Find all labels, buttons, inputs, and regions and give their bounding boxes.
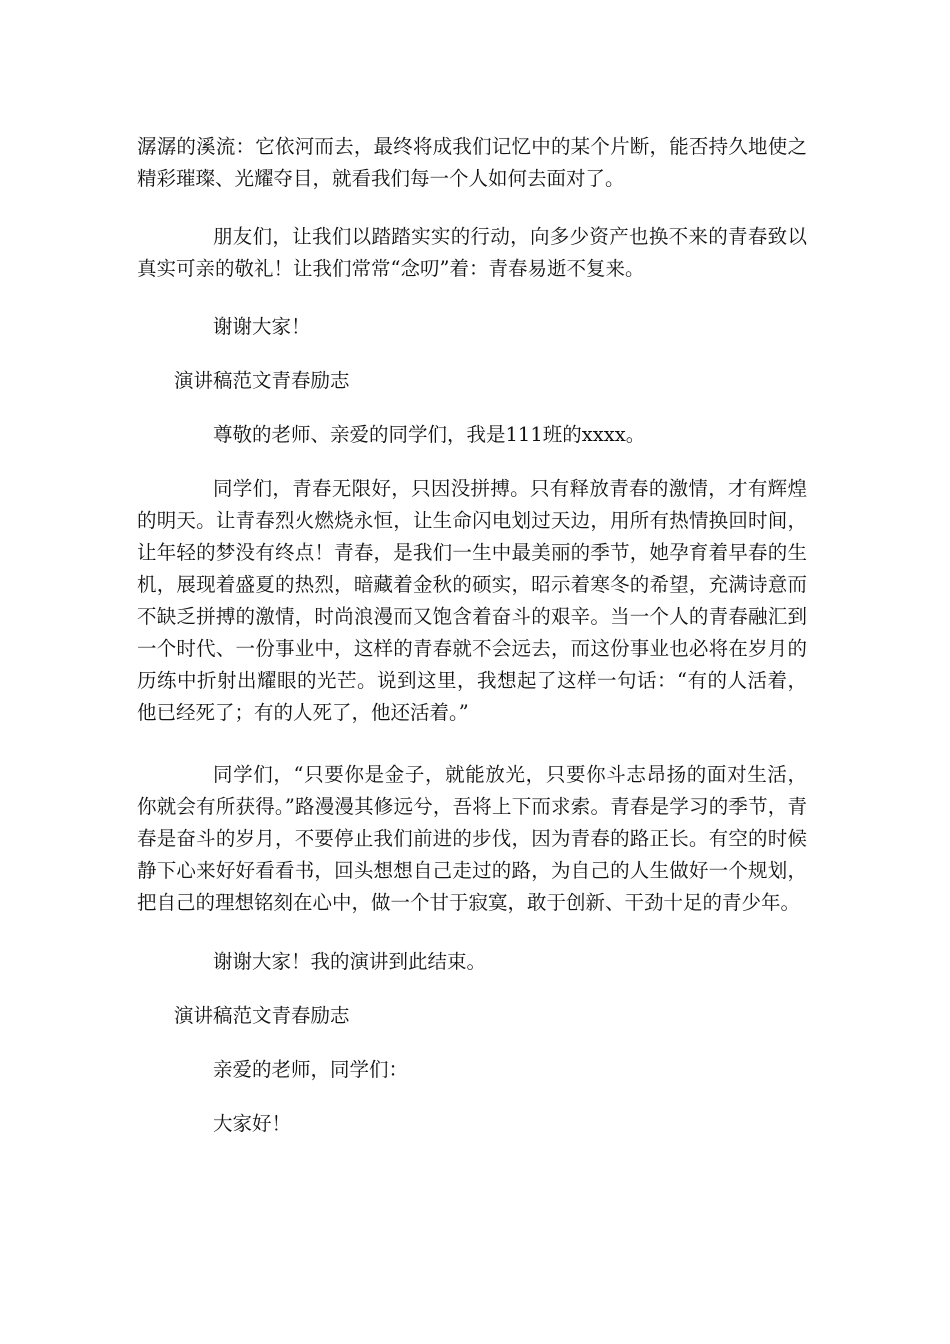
paragraph-friends-call: 朋友们，让我们以踏踏实实的行动，向多少资产也换不来的青春致以真实可亲的敬礼！让我们常常“念叨”着：青春易逝不复来。 <box>137 225 807 280</box>
paragraph-dear-teachers: 亲爱的老师，同学们： <box>213 1058 409 1081</box>
paragraph-youth-infinite: 同学们，青春无限好，只因没拼搏。只有释放青春的激情，才有辉煌的明天。让青春烈火燃烧永恒，让生命闪电划过天边，用所有热情换回时间，让年轻的梦没有终点！青春，是我们一生中最美丽的季节，她孕育着早春的生机，展现着盛夏的热烈，暗藏着金秋的硕实，昭示着寒冬的希望，充满诗意而不缺乏拼搏的激情，时尚浪漫而又饱含着奋斗的艰辛。当一个人的青春融汇到一个时代、一份事业中，这样的青春就不会远去，而这份事业也必将在岁月的历练中折射出耀眼的光芒。说到这里，我想起了这样一句话：“有的人活着，他已经死了；有的人死了，他还活着。” <box>137 477 807 724</box>
paragraph-thanks-2: 谢谢大家！我的演讲到此结束。 <box>213 950 487 973</box>
paragraph-gold-shine: 同学们，“只要你是金子，就能放光，只要你斗志昂扬的面对生活，你就会有所获得。”路漫漫其修远兮，吾将上下而求索。青春是学习的季节，青春是奋斗的岁月，不要停止我们前进的步伐，因为青春的路正长。有空的时候静下心来好好看看书，回头想想自己走过的路，为自己的人生做好一个规划，把自己的理想铭刻在心中，做一个甘于寂寞，敢于创新、干劲十足的青少年。 <box>137 763 807 914</box>
paragraph-greeting-teachers: 尊敬的老师、亲爱的同学们，我是111班的xxxx。 <box>213 423 646 446</box>
paragraph-stream-continuation: 潺潺的溪流：它依河而去，最终将成我们记忆中的某个片断，能否持久地使之精彩璀璨、光耀夺目，就看我们每一个人如何去面对了。 <box>137 135 807 190</box>
paragraph-hello-all: 大家好！ <box>213 1112 292 1135</box>
section-title-1: 演讲稿范文青春励志 <box>174 369 350 392</box>
paragraph-thanks-1: 谢谢大家！ <box>213 315 311 338</box>
section-title-2: 演讲稿范文青春励志 <box>174 1004 350 1027</box>
